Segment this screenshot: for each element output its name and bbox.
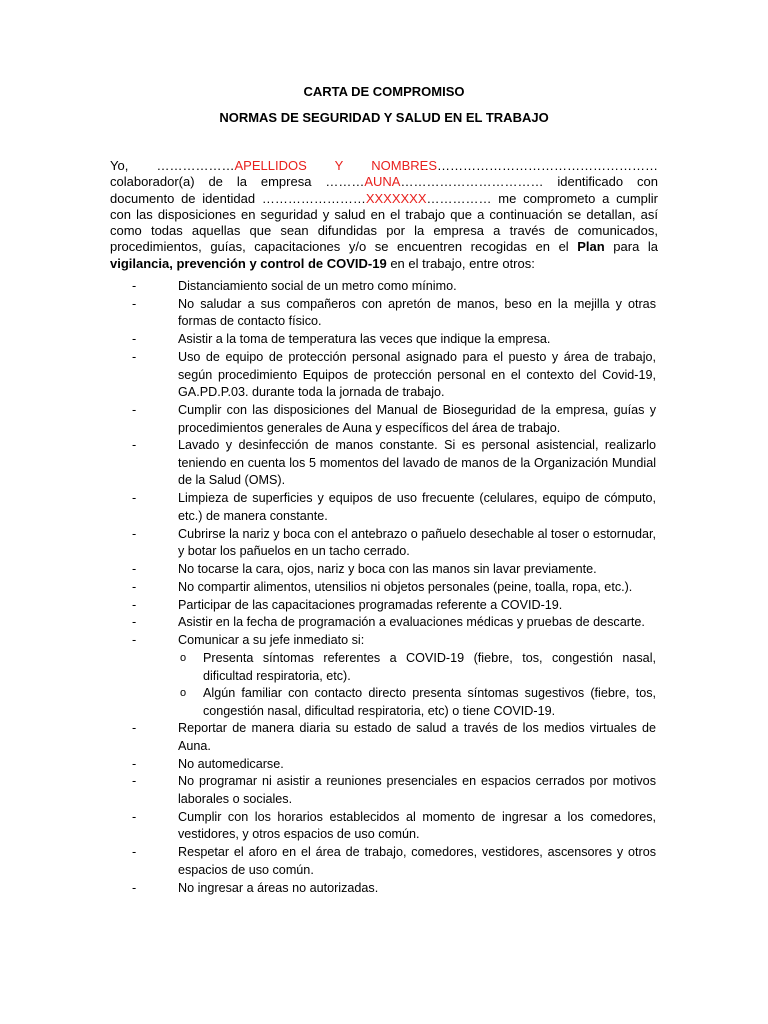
list-item-text: No saludar a sus compañeros con apretón de manos, beso en la mejilla y otras formas de contacto físico.: [178, 296, 656, 329]
list-item-text: Cubrirse la nariz y boca con el antebrazo o pañuelo desechable al toser o estornudar, y botar los pañuelos en un tacho cerrado.: [178, 526, 656, 559]
bullet-dash: -: [132, 279, 137, 293]
prevencion-phrase: prevención y control de COVID-19: [176, 255, 387, 271]
list-item: [0, 614, 656, 632]
bullet-dash: -: [132, 756, 137, 771]
sub-list-item: [0, 650, 656, 685]
bullet-dash: -: [132, 438, 137, 453]
bullet-dash: -: [132, 845, 137, 860]
list-item: [0, 490, 656, 525]
bullet-circle: o: [180, 687, 187, 700]
list-item: [0, 296, 656, 331]
list-item-text: Uso de equipo de protección personal asignado para el puesto y área de trabajo, según procedimiento Equipos de protección personal en el contexto del Covid-19, GA.PD.P.03. durante toda la jornada de trabajo.: [178, 349, 656, 400]
intro-text-3: …………………………… identificado con documento de identidad ……………………: [110, 174, 658, 206]
list-item-text: Distanciamiento social de un metro como mínimo.: [178, 279, 457, 293]
list-item: [0, 880, 656, 898]
list-item: [0, 402, 656, 437]
list-item-text: Limpieza de superficies y equipos de uso frecuente (celulares, equipo de cómputo, etc.) de manera constante.: [178, 491, 656, 523]
list-item: [0, 844, 656, 879]
bullet-dash: -: [132, 615, 137, 630]
names-placeholder: APELLIDOS Y NOMBRES: [234, 158, 437, 173]
bullet-dash: -: [132, 526, 137, 541]
intro-text-6: en el trabajo, entre otros:: [390, 255, 535, 271]
bullet-dash: -: [132, 579, 137, 594]
list-item: [0, 526, 656, 561]
list-item: [0, 331, 656, 349]
bullet-dash: -: [132, 774, 137, 789]
plan-word: Plan: [577, 239, 605, 255]
bullet-dash: -: [132, 597, 137, 612]
list-item-text: Respetar el aforo en el área de trabajo, comedores, vestidores, ascensores y otros espacios de uso común.: [178, 845, 656, 877]
list-item-text: No programar ni asistir a reuniones presenciales en espacios cerrados por motivos laborales o sociales.: [178, 774, 656, 807]
list-item: [0, 809, 656, 844]
bullet-dash: -: [132, 880, 137, 895]
bullet-dash: -: [132, 491, 137, 506]
intro-text-1: Yo, ………………: [110, 158, 235, 173]
company-placeholder: AUNA: [364, 174, 401, 190]
bullet-dash: -: [132, 721, 137, 736]
list-item: [0, 278, 656, 296]
list-item-text: Lavado y desinfección de manos constante. Si es personal asistencial, realizarlo teniendo en cuenta los 5 momentos del lavado de manos de la Organización Mundial de la Salud (OMS).: [178, 438, 656, 488]
list-item-text: Cumplir con los horarios establecidos al momento de ingresar a los comedores, vestidores, y otros espacios de uso común.: [178, 809, 656, 842]
bullet-dash: -: [132, 296, 137, 311]
list-item-text: Comunicar a su jefe inmediato si:: [178, 633, 365, 648]
intro-text-4: …………… me comprometo a cumplir con las disposiciones en seguridad y salud en el trabajo que a continuación se detallan, así como todas aquellas que sean difundidas por la empresa a través de comunicados, procedimientos, guías, capacitaciones y/o se encuentren recogidas en el: [110, 190, 658, 255]
intro-text-5: para la: [613, 239, 658, 255]
list-item: [0, 632, 656, 650]
bullet-dash: -: [132, 402, 137, 417]
bullet-dash: -: [132, 633, 137, 648]
bullet-dash: -: [132, 349, 137, 364]
list-item: [0, 597, 656, 615]
list-item: [0, 349, 656, 402]
intro-text-2: …………………………………………… colaborador(a) de la empresa ………: [110, 158, 658, 190]
vigilancia-word: vigilancia: [110, 255, 170, 271]
list-item-text: Cumplir con las disposiciones del Manual de Bioseguridad de la empresa, guías y procedimientos generales de Auna y específicos del área de trabajo.: [178, 402, 656, 435]
list-item-text: Participar de las capacitaciones programadas referente a COVID-19.: [178, 597, 563, 612]
list-item: [0, 561, 656, 579]
sub-list-item-text: Presenta síntomas referentes a COVID-19 (fiebre, tos, congestión nasal, dificultad respiratoria, etc).: [203, 650, 656, 683]
document-subtitle: NORMAS DE SEGURIDAD Y SALUD EN EL TRABAJO: [219, 110, 549, 125]
list-item-text: No automedicarse.: [178, 756, 284, 771]
bullet-circle: o: [180, 651, 187, 664]
sub-list-item: [0, 685, 656, 720]
list-item-text: Asistir en la fecha de programación a evaluaciones médicas y pruebas de descarte.: [178, 615, 645, 630]
list-item-text: No tocarse la cara, ojos, nariz y boca con las manos sin lavar previamente.: [178, 562, 597, 576]
intro-paragraph: Yo, ………………APELLIDOS Y NOMBRES…………………………………………… colaborador(a) de la empresa ………AUNA…………………………… identificado con documento de identidad ……………………XXXXXXX…………… me comprometo a cumplir con las disposiciones en seguridad y salud en el trabajo que a continuación se detallan, así como todas aquellas que sean difundidas por la empresa a través de comunicados, procedimientos, guías, capacitaciones y/o se encuentren recogidas en el Plan para la vigilancia, prevención y control de COVID-19 en el trabajo, entre otros:: [110, 158, 658, 271]
list-item: [0, 756, 656, 774]
id-placeholder: XXXXXXX: [365, 190, 427, 206]
sub-list-item-text: Algún familiar con contacto directo presenta síntomas sugestivos (fiebre, tos, congestión nasal, dificultad respiratoria, etc) o tiene COVID-19.: [203, 686, 656, 718]
list-item: [0, 579, 656, 597]
list-item: [0, 773, 656, 808]
list-item-text: Asistir a la toma de temperatura las veces que indique la empresa.: [178, 332, 551, 347]
rules-list: [0, 278, 768, 897]
list-item: [0, 437, 656, 490]
bullet-dash: -: [132, 332, 137, 347]
document-title: CARTA DE COMPROMISO: [303, 84, 465, 99]
bullet-dash: -: [132, 562, 137, 576]
list-item-text: Reportar de manera diaria su estado de salud a través de los medios virtuales de Auna.: [178, 721, 656, 753]
bullet-dash: -: [132, 809, 137, 824]
list-item-text: No compartir alimentos, utensilios ni objetos personales (peine, toalla, ropa, etc.).: [178, 579, 633, 594]
list-item: [0, 720, 656, 755]
list-item-text: No ingresar a áreas no autorizadas.: [178, 880, 379, 895]
